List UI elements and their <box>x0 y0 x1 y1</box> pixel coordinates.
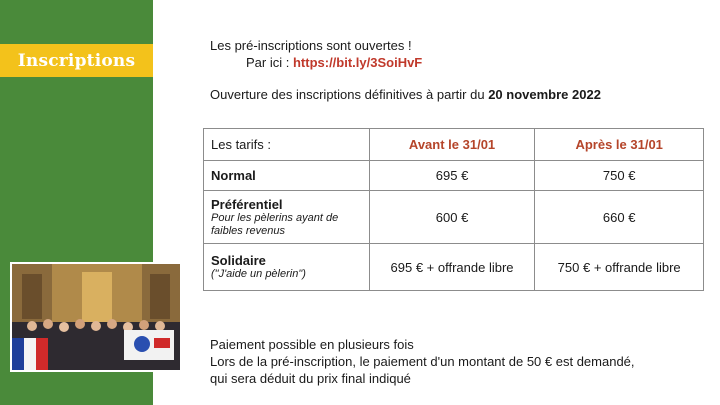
table-header-row <box>204 129 704 161</box>
preregistration-text: Les pré-inscriptions sont ouvertes ! <box>210 38 412 53</box>
opening-date: 20 novembre 2022 <box>488 87 601 102</box>
link-line <box>210 54 422 71</box>
registration-link[interactable]: https://bit.ly/3SoiHvF <box>292 55 423 70</box>
intro <box>210 37 422 71</box>
group-photo <box>10 262 182 372</box>
category-cell <box>204 244 370 291</box>
category-cell <box>204 191 370 244</box>
category-note: ("J'aide un pèlerin") <box>211 268 306 280</box>
banner-title: Inscriptions <box>17 50 136 71</box>
price-after: 750 € + offrande libre <box>535 244 704 291</box>
table-row <box>204 191 704 244</box>
category-note: Pour les pèlerins ayant de faibles revenus <box>211 211 339 237</box>
payment-line: Lors de la pré-inscription, le paiement d'un montant de 50 € est demandé, <box>210 354 635 369</box>
price-before: 695 € + offrande libre <box>369 244 535 291</box>
category-cell <box>204 161 370 191</box>
category-name: Préférentiel <box>211 196 283 212</box>
payment-line: Paiement possible en plusieurs fois <box>210 337 414 352</box>
link-prefix: Par ici : <box>246 55 293 70</box>
payment-info <box>210 336 635 387</box>
header-after: Après le 31/01 <box>535 129 704 161</box>
price-before: 600 € <box>369 191 535 244</box>
category-name: Solidaire <box>211 253 266 268</box>
price-after: 750 € <box>535 161 704 191</box>
header-before: Avant le 31/01 <box>369 129 535 161</box>
table-row <box>204 161 704 191</box>
category-name: Normal <box>211 168 256 183</box>
section-banner <box>0 44 153 77</box>
opening-text: Ouverture des inscriptions définitives à partir du <box>210 87 489 102</box>
price-before: 695 € <box>369 161 535 191</box>
table-row <box>204 244 704 291</box>
pricing-table <box>203 128 704 291</box>
price-after: 660 € <box>535 191 704 244</box>
group-photo-image <box>12 264 180 370</box>
payment-line: qui sera déduit du prix final indiqué <box>210 371 411 386</box>
header-label: Les tarifs : <box>204 129 370 161</box>
opening-notice <box>210 87 601 102</box>
